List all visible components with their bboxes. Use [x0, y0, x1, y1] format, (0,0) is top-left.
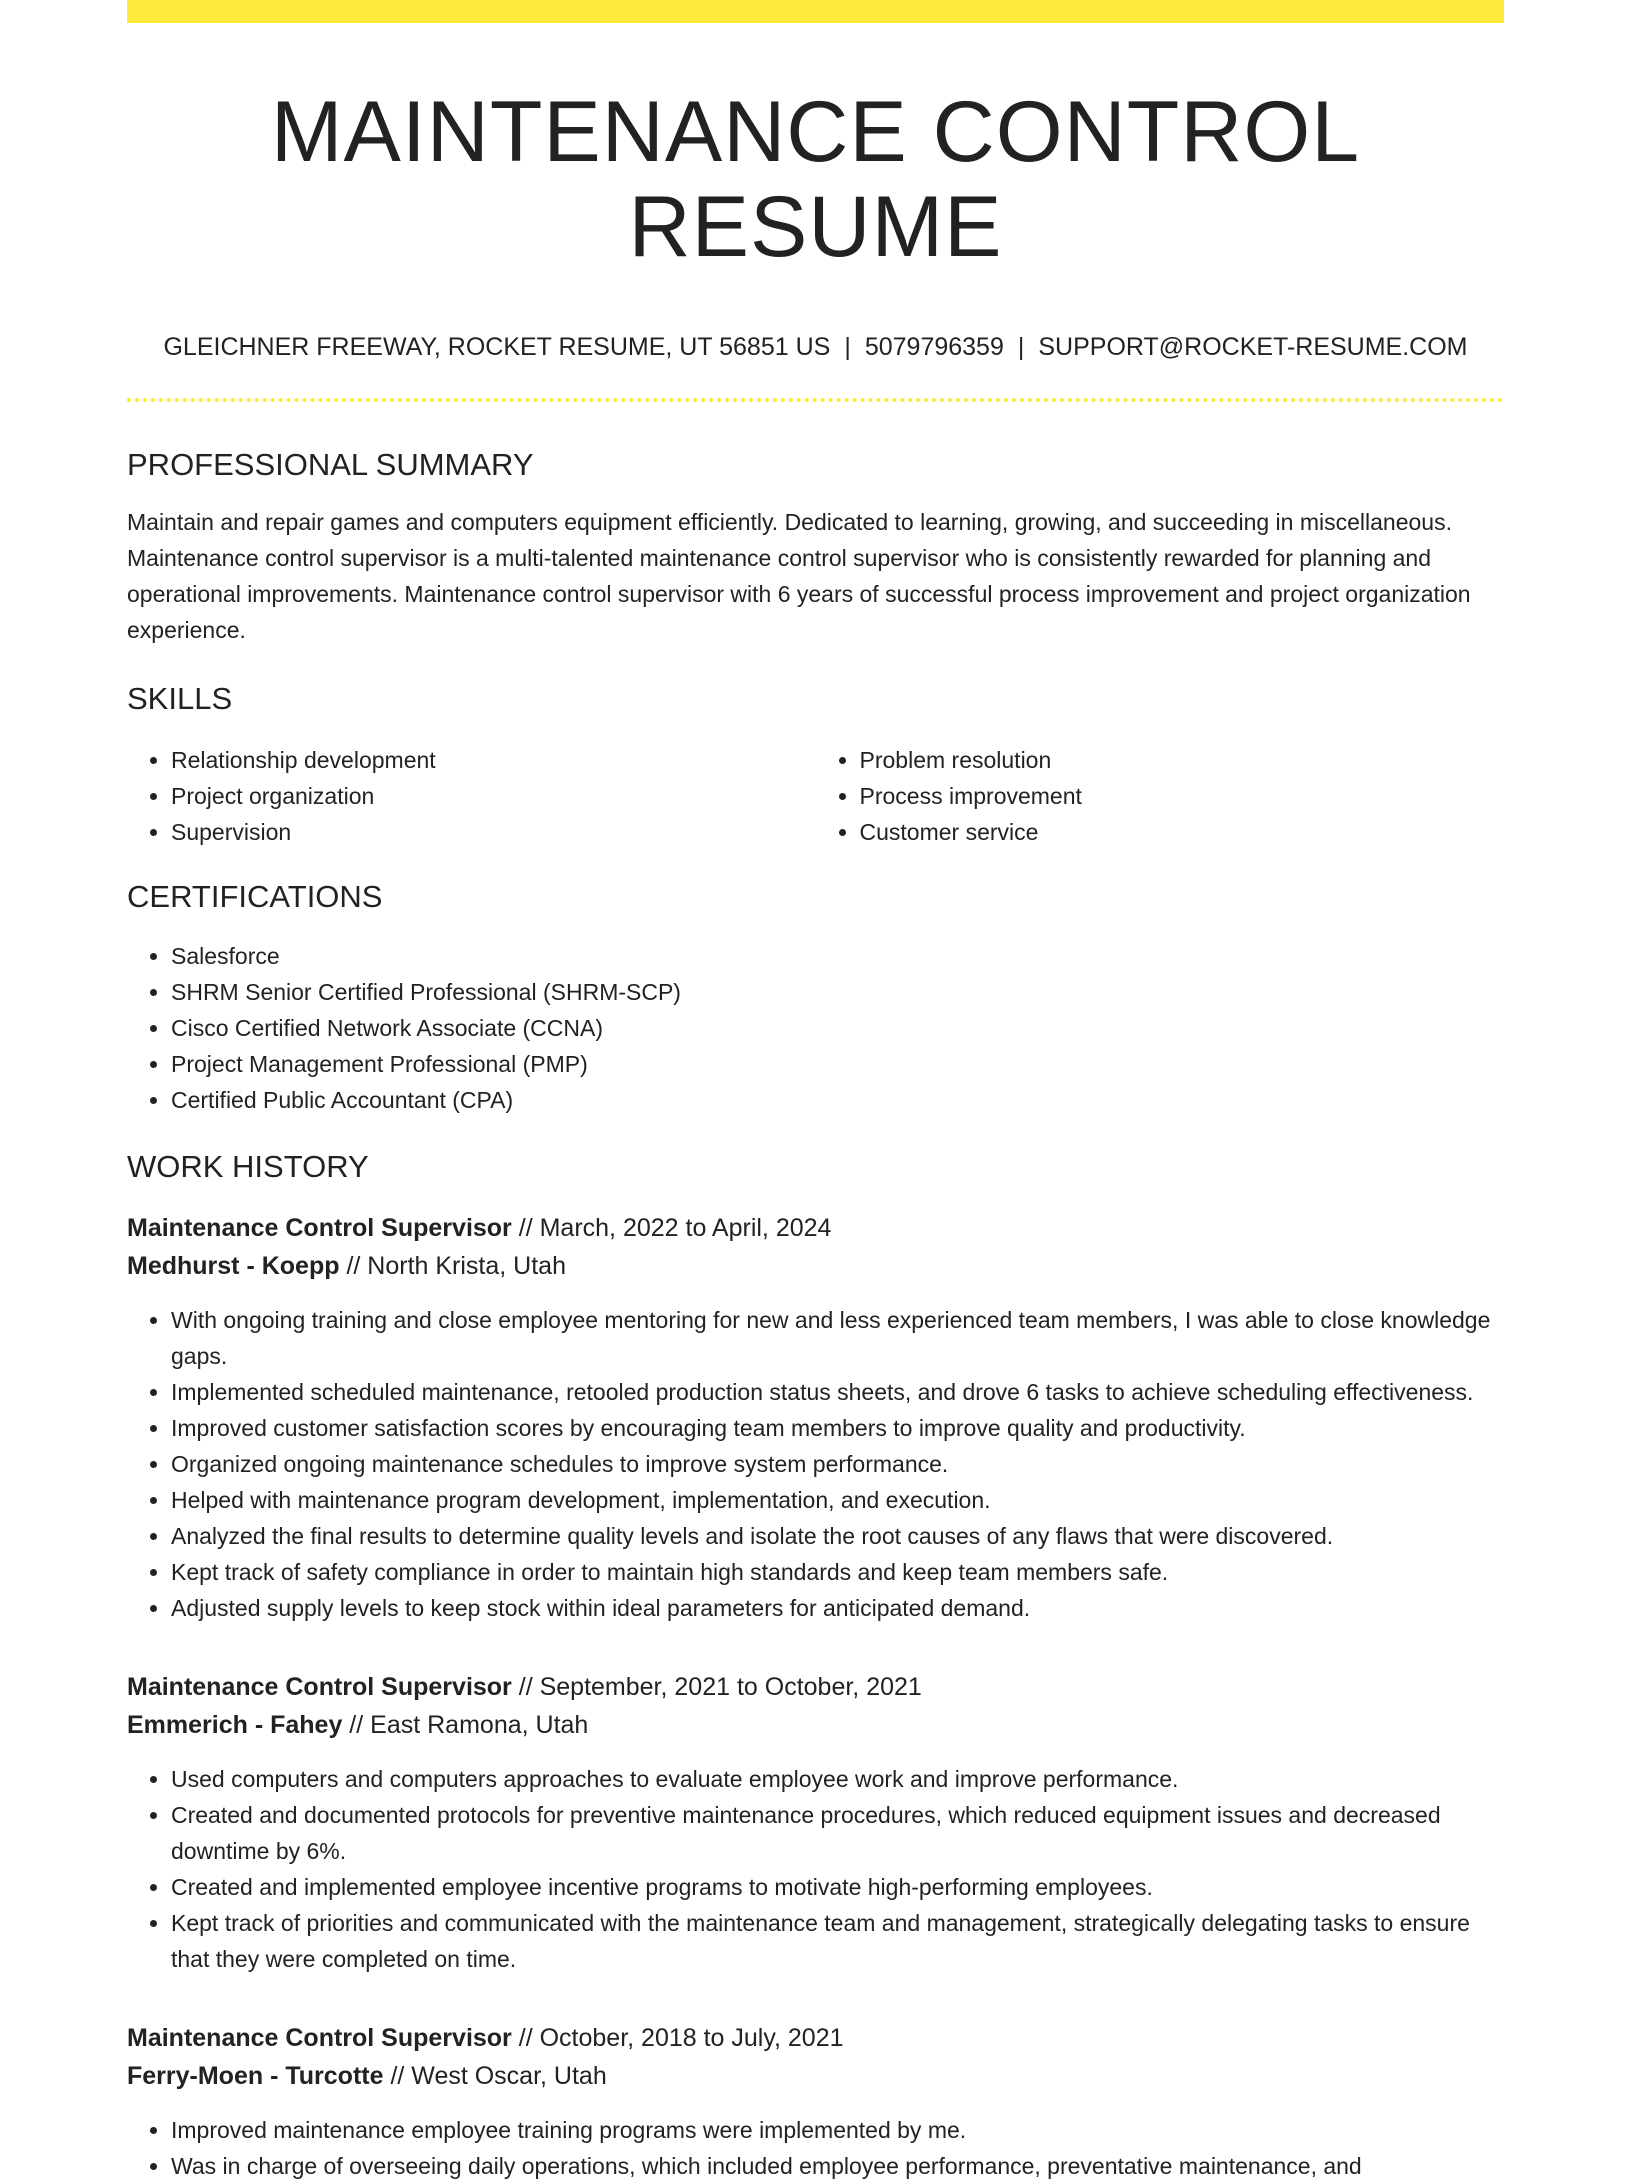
job-entry [127, 1668, 1504, 1977]
job-bullet: • Organized ongoing maintenance schedules to improve system performance. [171, 1446, 1504, 1482]
job-role-line [127, 2019, 1504, 2057]
contact-separator: | [1017, 333, 1025, 362]
contact-address: GLEICHNER FREEWAY, ROCKET RESUME, UT 56851 US [163, 333, 831, 362]
job-company-line [127, 1247, 1504, 1285]
certifications-heading: CERTIFICATIONS [127, 878, 383, 914]
job-bullet: • Adjusted supply levels to keep stock within ideal parameters for anticipated demand. [171, 1590, 1504, 1626]
job-bullets [127, 2112, 1504, 2184]
top-accent-bar [127, 0, 1504, 23]
skill-item: • Customer service [860, 814, 1505, 850]
certification-item: • Project Management Professional (PMP) [171, 1046, 1504, 1082]
skills-list-right [816, 742, 1505, 850]
job-bullet: • Analyzed the final results to determine quality levels and isolate the root causes of any flaws that were discovered. [171, 1518, 1504, 1554]
resume-title: MAINTENANCE CONTROL RESUME [270, 84, 1361, 275]
job-bullets [127, 1302, 1504, 1626]
job-location: North Krista, Utah [367, 1251, 566, 1280]
skill-item: • Problem resolution [860, 742, 1505, 778]
certification-item: • Salesforce [171, 938, 1504, 974]
contact-line [127, 332, 1504, 362]
skill-item: • Relationship development [171, 742, 816, 778]
skills-list-left [127, 742, 816, 850]
job-divider: // [511, 2023, 540, 2052]
job-bullet: • Kept track of priorities and communicated with the maintenance team and management, strategically delegating tasks to ensure that they were completed on time. [171, 1905, 1504, 1977]
job-bullet: • Used computers and computers approaches to evaluate employee work and improve performance. [171, 1761, 1504, 1797]
job-company-line [127, 1706, 1504, 1744]
job-bullet: • Improved customer satisfaction scores by encouraging team members to improve quality and productivity. [171, 1410, 1504, 1446]
job-dates: September, 2021 to October, 2021 [539, 1672, 922, 1701]
resume-page [127, 0, 1504, 2184]
job-bullet: • Kept track of safety compliance in order to maintain high standards and keep team members safe. [171, 1554, 1504, 1590]
job-role: Maintenance Control Supervisor [127, 1213, 512, 1242]
job-bullet: • Created and documented protocols for preventive maintenance procedures, which reduced equipment issues and decreased downtime by 6%. [171, 1797, 1504, 1869]
job-bullet: • With ongoing training and close employee mentoring for new and less experienced team members, I was able to close knowledge gaps. [171, 1302, 1504, 1374]
job-company: Medhurst - Koepp [127, 1251, 340, 1280]
job-entry [127, 2019, 1504, 2184]
job-divider: // [511, 1213, 540, 1242]
skills-heading: SKILLS [127, 681, 233, 717]
job-bullet: • Improved maintenance employee training programs were implemented by me. [171, 2112, 1504, 2148]
job-divider: // [383, 2061, 412, 2090]
job-bullet: • Created and implemented employee incentive programs to motivate high-performing employees. [171, 1869, 1504, 1905]
skill-item: • Supervision [171, 814, 816, 850]
job-dates: October, 2018 to July, 2021 [539, 2023, 844, 2052]
job-divider: // [342, 1710, 371, 1739]
contact-separator: | [844, 333, 851, 362]
job-company: Emmerich - Fahey [127, 1710, 343, 1739]
job-divider: // [339, 1251, 368, 1280]
job-bullet: • Helped with maintenance program development, implementation, and execution. [171, 1482, 1504, 1518]
contact-phone: 5079796359 [864, 333, 1004, 362]
certification-item: • SHRM Senior Certified Professional (SHRM-SCP) [171, 974, 1504, 1010]
skill-item: • Project organization [171, 778, 816, 814]
summary-text: Maintain and repair games and computers equipment efficiently. Dedicated to learning, growing, and succeeding in miscellaneous. Maintenance control supervisor is a multi-talented maintenance control supervisor who is consistently rewarded for planning and operational improvements. Maintenance control supervisor with 6 years of successful process improvement and project organization experience. [127, 509, 1471, 644]
job-bullets [127, 1761, 1504, 1977]
summary-heading: PROFESSIONAL SUMMARY [127, 447, 534, 483]
job-location: West Oscar, Utah [411, 2061, 607, 2090]
contact-email: SUPPORT@ROCKET-RESUME.COM [1038, 333, 1468, 362]
skill-item: • Process improvement [860, 778, 1505, 814]
job-company-line [127, 2057, 1504, 2095]
job-dates: March, 2022 to April, 2024 [539, 1213, 832, 1242]
job-company: Ferry-Moen - Turcotte [127, 2061, 384, 2090]
certification-item: • Certified Public Accountant (CPA) [171, 1082, 1504, 1118]
job-bullet: • Was in charge of overseeing daily operations, which included employee performance, preventative maintenance, and [171, 2148, 1504, 2184]
job-role-line [127, 1209, 1504, 1247]
job-role: Maintenance Control Supervisor [127, 2023, 512, 2052]
certification-item: • Cisco Certified Network Associate (CCNA) [171, 1010, 1504, 1046]
skills-columns [127, 742, 1504, 850]
certifications-list [127, 938, 1504, 1118]
header-divider [127, 398, 1504, 402]
job-bullet: • Implemented scheduled maintenance, retooled production status sheets, and drove 6 tasks to achieve scheduling effectiveness. [171, 1374, 1504, 1410]
job-role: Maintenance Control Supervisor [127, 1672, 512, 1701]
job-role-line [127, 1668, 1504, 1706]
job-location: East Ramona, Utah [370, 1710, 589, 1739]
work-history-heading: WORK HISTORY [127, 1148, 369, 1184]
job-divider: // [511, 1672, 540, 1701]
job-entry [127, 1209, 1504, 1626]
